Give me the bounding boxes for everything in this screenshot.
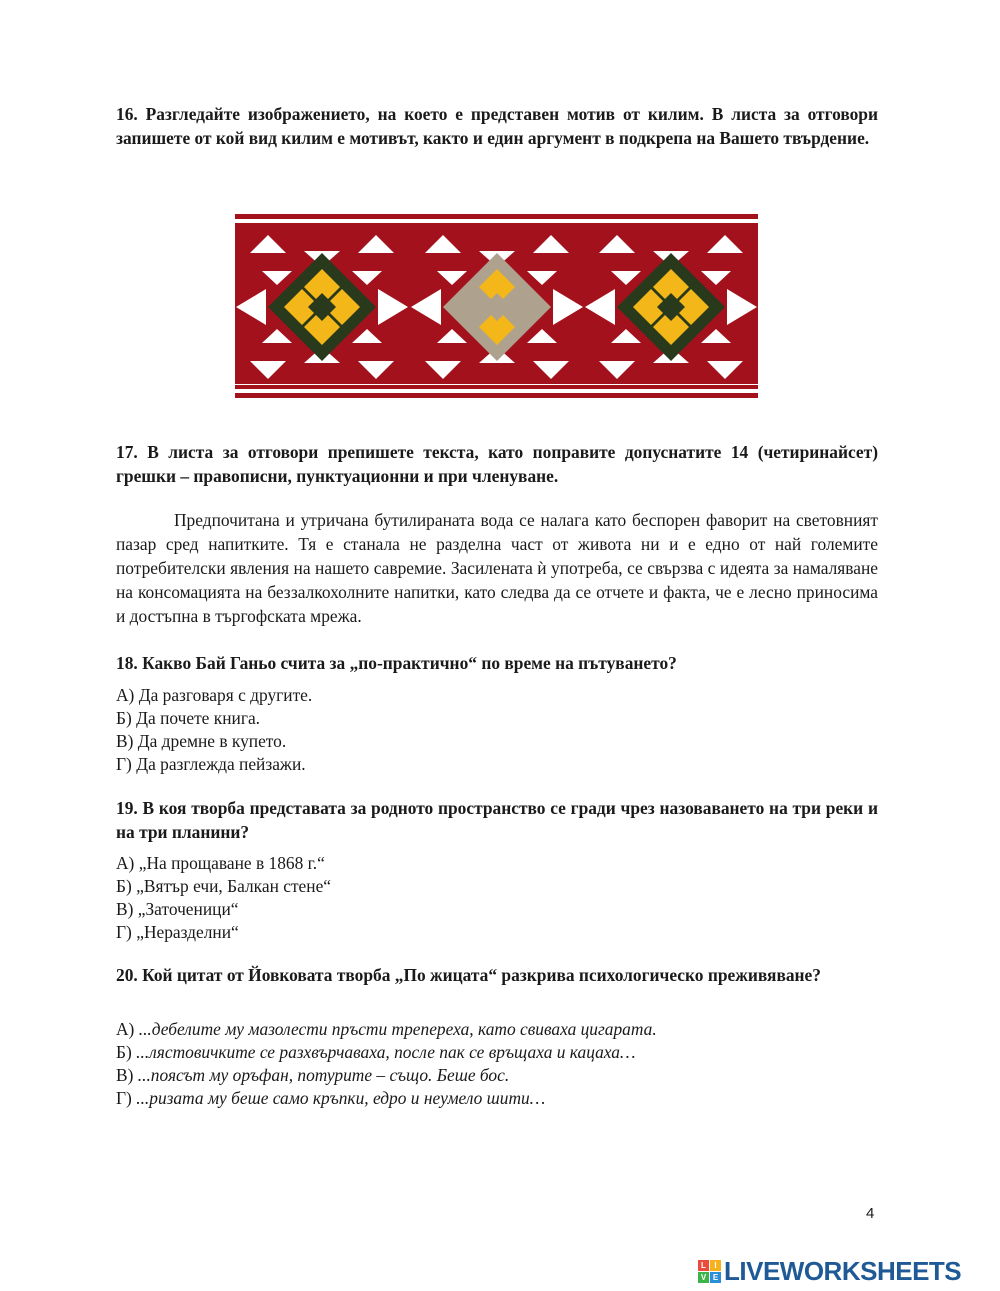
carpet-border-bottom xyxy=(235,393,758,398)
question-18: 18. Какво Бай Ганьо счита за „по-практично“ по време на пътуването? xyxy=(116,653,677,673)
carpet-border-top xyxy=(235,214,758,219)
option-b: Б) ...лястовичките се разхвърчаваха, после пак се връщаха и кацаха… xyxy=(116,1042,636,1062)
question-17: 17. В листа за отговори препишете текста, като поправите допуснатите 14 (четиринайсет) грешки – правописни, пунктуационни и при членуване. xyxy=(116,442,878,486)
option-a: А) ...дебелите му мазолести пръсти трепереха, като свиваха цигарата. xyxy=(116,1019,657,1039)
liveworksheets-logo[interactable] xyxy=(698,1256,961,1287)
carpet-border-top-inner xyxy=(235,223,758,227)
question-20-options xyxy=(116,1018,878,1110)
logo-text: LIVEWORKSHEETS xyxy=(724,1256,962,1286)
option-a: А) Да разговаря с другите. xyxy=(116,685,313,705)
question-19: 19. В коя творба представата за родното пространство се гради чрез назоваването на три реки и на три планини? xyxy=(116,798,878,842)
carpet-border-bottom-inner xyxy=(235,385,758,389)
option-d: Г) ...ризата му беше само кръпки, едро и неумело шити… xyxy=(116,1088,546,1108)
question-18-options xyxy=(116,684,878,776)
option-c: В) „Заточеници“ xyxy=(116,899,239,919)
option-a: А) „На прощаване в 1868 г.“ xyxy=(116,853,325,873)
option-d: Г) Да разглежда пейзажи. xyxy=(116,754,306,774)
page-number: 4 xyxy=(866,1205,875,1222)
question-19-options xyxy=(116,852,878,944)
carpet-motif-image xyxy=(235,214,758,398)
logo-blocks-icon: L I V E xyxy=(698,1260,721,1283)
question-20: 20. Кой цитат от Йовковата творба „По жицата“ разкрива психологическо преживяване? xyxy=(116,965,821,985)
option-c: В) ...поясът му оръфан, потурите – също. Беше бос. xyxy=(116,1065,510,1085)
option-b: Б) Да почете книга. xyxy=(116,708,261,728)
option-b: Б) „Вятър ечи, Балкан стене“ xyxy=(116,876,332,896)
question-16: 16. Разгледайте изображението, на което е представен мотив от килим. В листа за отговори запишете от кой вид килим е мотивът, както и един аргумент в подкрепа на Вашето твърдение. xyxy=(116,104,878,148)
question-17-passage: Предпочитана и утричана бутилираната вода се налага като беспорен фаворит на световният пазар сред напитките. Тя е станала не разделна част от живота ни и е едно от най големите потребителски явления на нашето савремие. Засилената ѝ употреба, се свързва с идеята за намаляване на консомацията на беззалкохолните напитки, като следва да се отчете и факта, че е лесно приносима и достъпна в търгофската мрежа. xyxy=(116,510,878,626)
option-d: Г) „Неразделни“ xyxy=(116,922,239,942)
option-c: В) Да дремне в купето. xyxy=(116,731,287,751)
